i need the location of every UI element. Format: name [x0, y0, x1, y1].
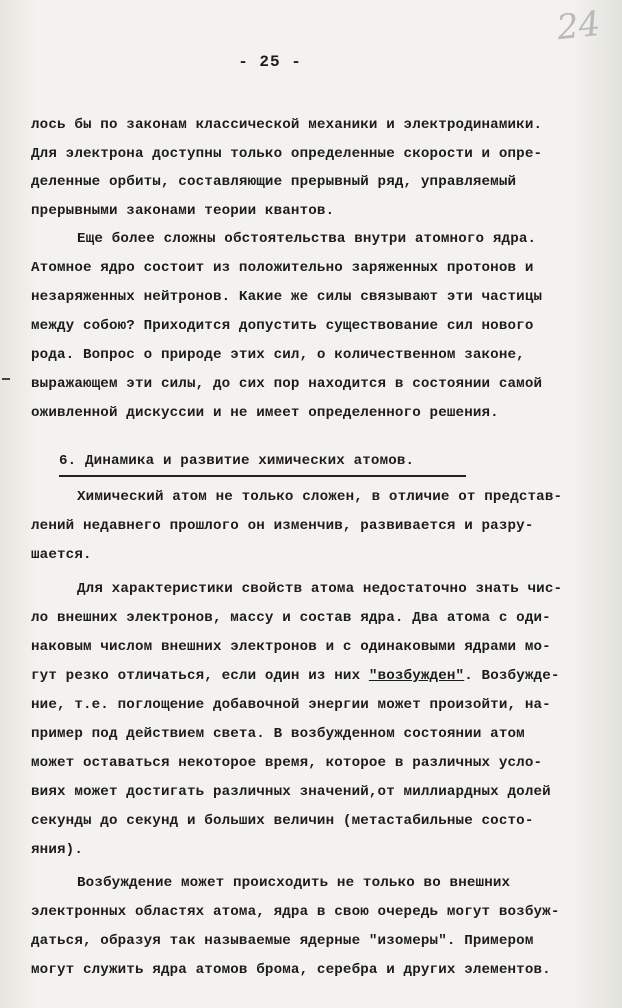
text-line: Химический атом не только сложен, в отличие от представ- — [77, 489, 563, 505]
text-segment: . Возбужде- — [464, 668, 560, 684]
text-line: электронных областях атома, ядра в свою очередь могут возбуж- — [31, 904, 560, 920]
text-line — [31, 666, 560, 686]
text-line: деленные орбиты, составляющие прерывный ряд, управляемый — [31, 174, 517, 190]
page-number: - 25 - — [238, 53, 302, 71]
handwritten-page-mark: 24 — [554, 3, 602, 49]
text-line: наковым числом внешних электронов и с одинаковыми ядрами мо- — [31, 639, 551, 655]
text-line: Для электрона доступны только определенные скорости и опре- — [31, 146, 543, 162]
text-line: яния). — [31, 842, 83, 858]
text-line: Атомное ядро состоит из положительно заряженных протонов и — [31, 260, 534, 276]
text-line: Для характеристики свойств атома недостаточно знать чис- — [77, 581, 563, 597]
text-line: незаряженных нейтронов. Какие же силы связывают эти частицы — [31, 289, 543, 305]
text-line: пример под действием света. В возбужденном состоянии атом — [31, 726, 525, 742]
text-line: лений недавнего прошлого он изменчив, развивается и разру- — [31, 518, 534, 534]
text-line: между собою? Приходится допустить существование сил нового — [31, 318, 534, 334]
text-line: Еще более сложны обстоятельства внутри атомного ядра. — [77, 231, 537, 247]
text-line: лось бы по законам классической механики и электродинамики. — [31, 117, 543, 133]
text-segment: гут резко отличаться, если один из них — [31, 668, 361, 684]
underlined-term: "возбужден" — [368, 668, 465, 684]
text-line: Возбуждение может происходить не только во внешних — [77, 875, 511, 891]
text-line: даться, образуя так называемые ядерные "изомеры". Примером — [31, 933, 534, 949]
margin-tick-mark — [2, 378, 10, 380]
section-heading: 6. Динамика и развитие химических атомов. — [59, 453, 415, 469]
text-line: ло внешних электронов, массу и состав ядра. Два атома с оди- — [31, 610, 551, 626]
text-line: оживленной дискуссии и не имеет определенного решения. — [31, 405, 499, 421]
text-line: шается. — [31, 547, 92, 563]
text-line: выражающем эти силы, до сих пор находится в состоянии самой — [31, 376, 543, 392]
text-line: ние, т.е. поглощение добавочной энергии может произойти, на- — [31, 697, 551, 713]
text-line: виях может достигать различных значений,от миллиардных долей — [31, 784, 551, 800]
heading-underline — [59, 475, 466, 477]
text-line: могут служить ядра атомов брома, серебра и других элементов. — [31, 962, 551, 978]
text-line: секунды до секунд и больших величин (метастабильные состо- — [31, 813, 534, 829]
text-line: может оставаться некоторое время, которое в различных усло- — [31, 755, 543, 771]
text-line: прерывными законами теории квантов. — [31, 203, 335, 219]
text-line: рода. Вопрос о природе этих сил, о количественном законе, — [31, 347, 525, 363]
